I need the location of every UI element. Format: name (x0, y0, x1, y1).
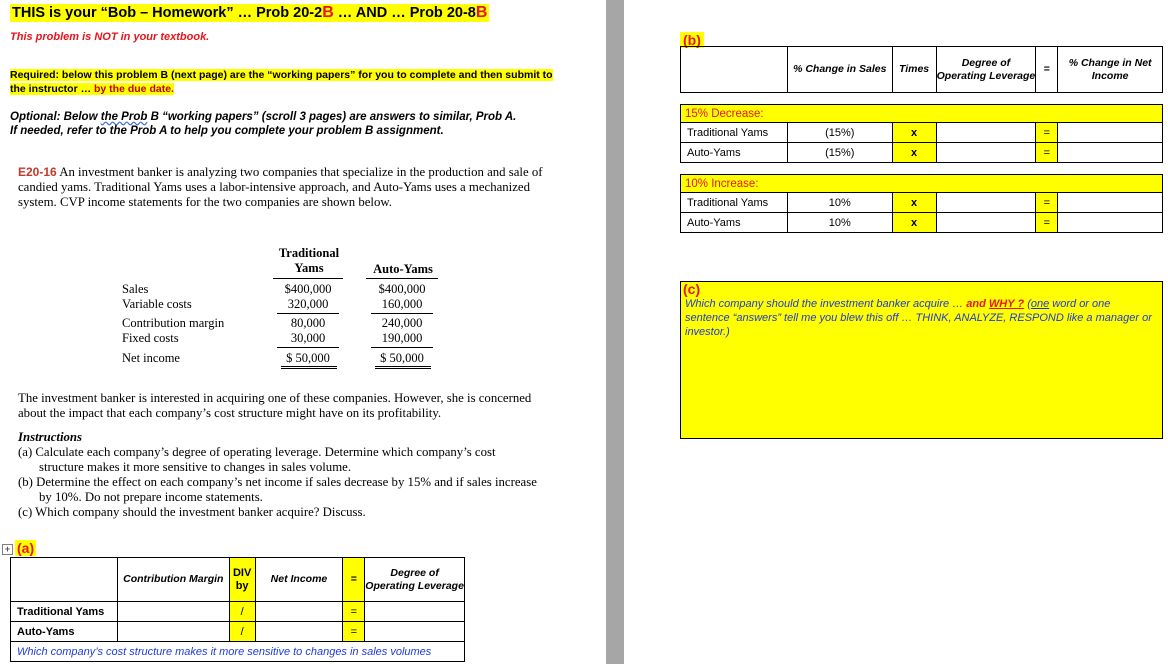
row-label-traditional: Traditional Yams (681, 193, 788, 213)
header-degree-operating-leverage: Degree of Operating Leverage (936, 47, 1036, 93)
group-decrease-title: 15% Decrease: (681, 105, 1163, 123)
cvp-header-traditional-line2: Yams (294, 261, 324, 275)
section-b-header-blank (681, 47, 788, 93)
pct-change-value: (15%) (787, 123, 892, 143)
cvp-value: $ 50,000 (380, 351, 424, 365)
cvp-value: 30,000 (290, 331, 326, 345)
input-dol[interactable] (936, 123, 1036, 143)
header-pct-change-sales: % Change in Sales (787, 47, 892, 93)
exercise-text: An investment banker is analyzing two companies that specialize in the production and sale of candied yams. Traditional Yams uses a labor-intensive approach, and Auto-Yams uses a mechanized system. CVP income statements for the two companies are shown below. (18, 165, 543, 209)
required-due-date: by the due date. (94, 83, 174, 95)
table-row (11, 622, 465, 642)
pct-change-value: (15%) (787, 143, 892, 163)
cvp-value: 80,000 (290, 316, 326, 330)
exercise-number: E20-16 (18, 165, 57, 179)
input-dol-traditional[interactable] (365, 602, 465, 622)
optional-line2: If needed, refer to the Prob A to help you complete your problem B assignment. (10, 125, 444, 137)
page-title (10, 4, 489, 22)
subtitle: This problem is NOT in your textbook. (10, 31, 210, 43)
table-row (681, 123, 1163, 143)
input-pct-change-ni[interactable] (1058, 123, 1163, 143)
title-middle: … AND … Prob 20-8 (333, 5, 476, 21)
times-operator: x (892, 143, 936, 163)
title-prefix: THIS is your “Bob – Homework” … Prob 20-2 (12, 5, 323, 21)
input-cm-auto[interactable] (117, 622, 229, 642)
equals-sign: = (1036, 143, 1058, 163)
section-c-why: WHY ? (988, 298, 1025, 310)
instruction-item: (a) Calculate each company’s degree of operating leverage. Determine which company’s cost structure makes it more sensitive to changes in sales volume. (18, 445, 496, 474)
times-operator: x (892, 213, 936, 233)
section-c-q2: ( (1024, 298, 1031, 310)
cvp-value: 190,000 (381, 331, 423, 345)
optional-line1a: Optional: Below (10, 111, 101, 123)
section-a-heading (2, 540, 36, 556)
instruction-item: (b) Determine the effect on each company’s net income if sales decrease by 15% and if sales increase by 10%. Do not prepare income statements. (18, 475, 537, 504)
exercise-statement (18, 165, 543, 210)
instructions-list (18, 445, 543, 520)
optional-underlined: the Prob (100, 111, 148, 123)
cvp-header-auto: Auto-Yams (373, 262, 433, 276)
cvp-row-label: Net income (122, 351, 180, 365)
section-c-q1: Which company should the investment banker acquire … (685, 298, 967, 310)
cvp-row-label: Contribution margin (122, 316, 225, 330)
required-line2 (10, 83, 174, 95)
header-equals: = (1036, 47, 1058, 93)
section-c-one: one (1030, 298, 1050, 310)
header-net-income: Net Income (255, 558, 343, 602)
div-operator: / (229, 602, 255, 622)
header-equals: = (343, 558, 365, 602)
row-label-auto: Auto-Yams (11, 622, 118, 642)
input-ni-auto[interactable] (255, 622, 343, 642)
section-c-q3: word or one sentence “answers” tell me you blew this off … THINK, ANALYZE, RESPOND like a manager or investor.) (685, 298, 1152, 338)
input-dol[interactable] (936, 213, 1036, 233)
header-div-by (229, 558, 255, 602)
input-pct-change-ni[interactable] (1058, 143, 1163, 163)
table-row (681, 193, 1163, 213)
section-c-question (681, 297, 1162, 339)
input-dol-auto[interactable] (365, 622, 465, 642)
cvp-value: $400,000 (284, 282, 332, 296)
input-pct-change-ni[interactable] (1058, 213, 1163, 233)
input-dol[interactable] (936, 143, 1036, 163)
group-increase-bar (681, 175, 1163, 193)
cvp-value: 320,000 (287, 297, 329, 311)
cvp-value: $400,000 (378, 282, 426, 296)
page-gutter (606, 0, 624, 664)
input-cm-traditional[interactable] (117, 602, 229, 622)
header-pct-change-net-income: % Change in Net Income (1058, 47, 1163, 93)
times-operator: x (892, 193, 936, 213)
table-move-handle-icon[interactable]: + (2, 544, 13, 555)
equals-sign: = (343, 622, 365, 642)
row-label-auto: Auto-Yams (681, 143, 788, 163)
section-a-header-blank (11, 558, 118, 602)
header-times: Times (892, 47, 936, 93)
required-line1: Required: below this problem B (next page) are the “working papers” for you to complete and then submit to (10, 69, 553, 81)
cvp-row-label: Fixed costs (122, 331, 179, 345)
table-row (681, 143, 1163, 163)
cvp-value: 240,000 (381, 316, 423, 330)
row-label-traditional: Traditional Yams (681, 123, 788, 143)
optional-note (10, 110, 550, 138)
times-operator: x (892, 123, 936, 143)
header-by: by (235, 579, 249, 592)
instructions-heading: Instructions (18, 430, 83, 444)
table-row (11, 602, 465, 622)
cvp-header-traditional (271, 246, 347, 276)
table-row (681, 213, 1163, 233)
section-a-header-row (11, 558, 465, 602)
cvp-value: $ 50,000 (286, 351, 330, 365)
section-c-and: and (966, 298, 989, 310)
right-page (624, 0, 1168, 664)
optional-line1b: B “working papers” (scroll 3 pages) are answers to similar, Prob A. (147, 111, 517, 123)
title-b1: B (322, 4, 334, 21)
row-label-traditional: Traditional Yams (11, 602, 118, 622)
section-a-label: (a) (17, 540, 35, 556)
section-b-label: (b) (680, 32, 704, 48)
row-label-auto: Auto-Yams (681, 213, 788, 233)
input-pct-change-ni[interactable] (1058, 193, 1163, 213)
pct-change-value: 10% (787, 213, 892, 233)
section-b-table (680, 46, 1163, 233)
cvp-row-label: Variable costs (122, 297, 192, 311)
header-contribution-margin: Contribution Margin (117, 558, 229, 602)
section-b-header-row (681, 47, 1163, 93)
header-div: DIV (232, 566, 252, 579)
section-c-label: (c) (683, 281, 701, 297)
input-ni-traditional[interactable] (255, 602, 343, 622)
section-c-answer-box[interactable] (680, 281, 1163, 439)
equals-sign: = (1036, 193, 1058, 213)
cvp-value: 160,000 (381, 297, 423, 311)
equals-sign: = (1036, 123, 1058, 143)
section-a-table (10, 557, 465, 662)
group-increase-title: 10% Increase: (681, 175, 1163, 193)
div-operator: / (229, 622, 255, 642)
required-line2-prefix: the instructor … (10, 83, 95, 95)
section-a-note-row (11, 642, 465, 662)
section-a-note[interactable]: Which company’s cost structure makes it more sensitive to changes in sales volumes (11, 642, 465, 662)
banker-paragraph: The investment banker is interested in acquiring one of these companies. However, she is concerned about the impact that each company’s cost structure might have on its profitability. (18, 391, 532, 420)
instruction-item: (c) Which company should the investment banker acquire? Discuss. (18, 505, 366, 519)
group-decrease-bar (681, 105, 1163, 123)
equals-sign: = (343, 602, 365, 622)
pct-change-value: 10% (787, 193, 892, 213)
required-note (10, 68, 555, 96)
cvp-row-label: Sales (122, 282, 149, 296)
cvp-header-traditional-line1: Traditional (278, 246, 340, 260)
title-b2: B (475, 4, 488, 21)
header-degree-operating-leverage: Degree of Operating Leverage (365, 558, 465, 602)
input-dol[interactable] (936, 193, 1036, 213)
equals-sign: = (1036, 213, 1058, 233)
